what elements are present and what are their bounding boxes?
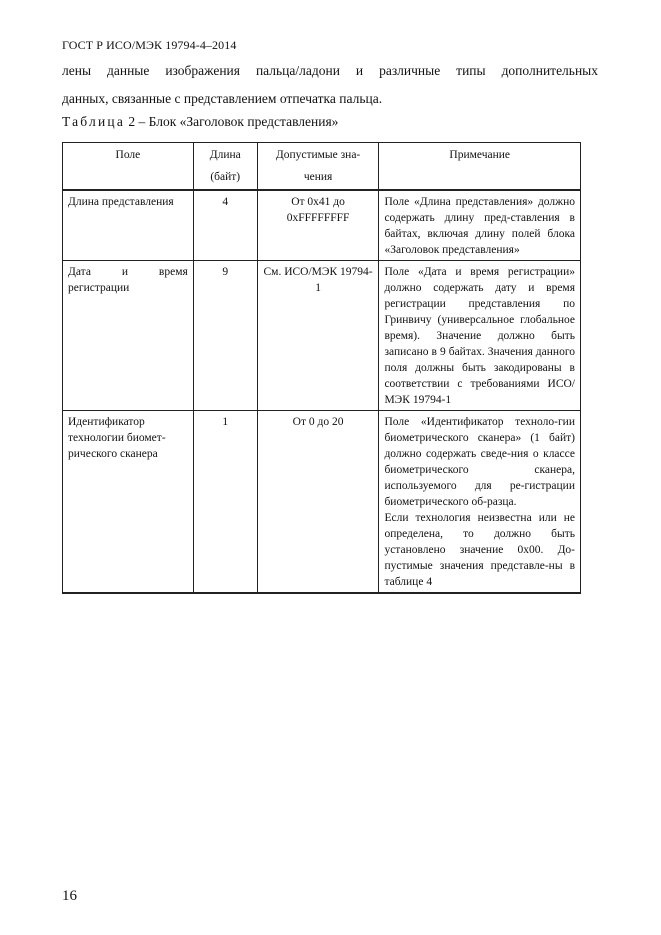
col-header-field: Поле xyxy=(63,143,194,191)
intro-paragraph xyxy=(62,57,598,113)
cell-length: 9 xyxy=(193,261,257,411)
table-caption-text: 2 – Блок «Заголовок представления» xyxy=(125,114,339,129)
cell-length: 1 xyxy=(193,411,257,594)
cell-note: Поле «Дата и время регистрации» должно содержать дату и время регистрации представления по Гринвичу (универсальное глобальное время). Значение должно быть записано в 9 байтах. Значения данного поля должны быть закодированы в соответствии с требованиями ИСО/МЭК 19794-1 xyxy=(379,261,581,411)
table-row xyxy=(63,190,581,261)
cell-allowed: От 0 до 20 xyxy=(257,411,379,594)
cell-field: Длина представления xyxy=(63,190,194,261)
table-row xyxy=(63,261,581,411)
cell-allowed: См. ИСО/МЭК 19794-1 xyxy=(257,261,379,411)
table-header-row xyxy=(63,143,581,191)
cell-field: Дата и время регистрации xyxy=(63,261,194,411)
cell-length: 4 xyxy=(193,190,257,261)
cell-note-part-1: Поле «Идентификатор техноло-гии биометрического сканера» (1 байт) должно содержать сведе-ния о классе биометрического сканера, используемого для ре-гистрации биометрического об-разца. xyxy=(384,416,575,508)
document-header: ГОСТ Р ИСО/МЭК 19794-4–2014 xyxy=(62,38,237,52)
table-caption-prefix: Таблица xyxy=(62,114,126,129)
cell-note: Поле «Длина представления» должно содержать длину пред-ставления в байтах, включая длину полей блока «Заголовок представления» xyxy=(379,190,581,261)
page-number: 16 xyxy=(62,888,77,904)
presentation-header-table xyxy=(62,142,581,594)
intro-line-1: лены данные изображения пальца/ладони и различные типы дополнительных xyxy=(62,63,598,78)
cell-field: Идентификатор технологии биомет-рического сканера xyxy=(63,411,194,594)
cell-note xyxy=(379,411,581,594)
cell-note-part-2: Если технология неизвестна или не определена, то должно быть установлено значение 0x00. До-пустимые значения представле-ны в таблице 4 xyxy=(384,512,575,588)
table-caption xyxy=(62,114,338,130)
intro-line-2: данных, связанные с представлением отпечатка пальца. xyxy=(62,91,383,106)
cell-allowed: От 0x41 до 0xFFFFFFFF xyxy=(257,190,379,261)
col-header-length: Длина (байт) xyxy=(193,143,257,191)
col-header-note: Примечание xyxy=(379,143,581,191)
col-header-allowed: Допустимые зна-чения xyxy=(257,143,379,191)
table-row xyxy=(63,411,581,594)
